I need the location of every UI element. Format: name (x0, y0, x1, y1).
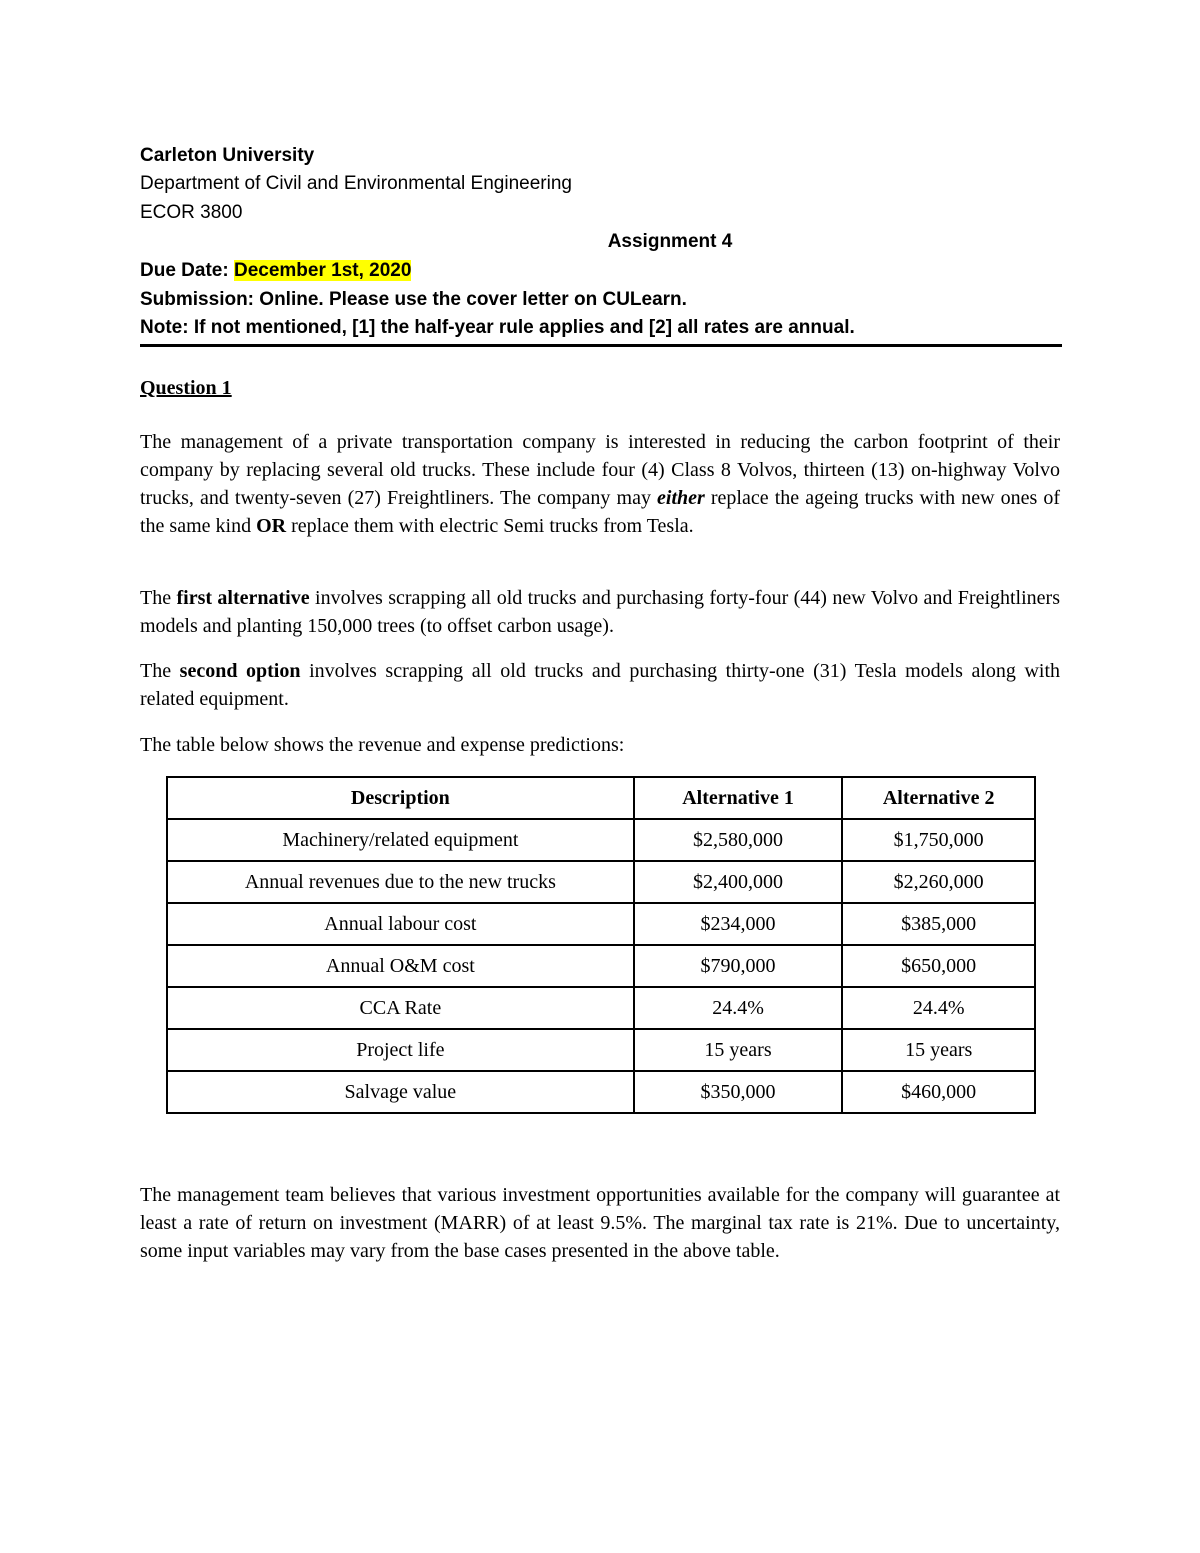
table-cell: $460,000 (842, 1071, 1035, 1113)
university-name: Carleton University (140, 145, 315, 166)
table-cell: Salvage value (167, 1071, 634, 1113)
table-row (167, 819, 1035, 861)
table-cell: 15 years (634, 1029, 843, 1071)
column-header: Alternative 1 (634, 777, 843, 819)
paragraph-intro: The management of a private transportation company is interested in reducing the carbon footprint of their company by replacing several old trucks. These include four (4) Class 8 Volvos, thirteen (13) on-highway Volvo trucks, and twenty-seven (27) Freightliners. The company may either replace the ageing trucks with new ones of the same kind OR replace them with electric Semi trucks from Tesla. (140, 431, 1060, 537)
paragraph-marr: The management team believes that various investment opportunities available for the company will guarantee at least a rate of return on investment (MARR) of at least 9.5%. The marginal tax rate is 21%. Due to uncertainty, some input variables may vary from the base cases presented in the above table. (140, 1184, 1060, 1262)
table-cell: 24.4% (842, 987, 1035, 1029)
submission-note: Submission: Online. Please use the cover letter on CULearn. (140, 289, 687, 310)
table-cell: 24.4% (634, 987, 843, 1029)
due-date-label: Due Date: (140, 260, 234, 281)
cost-table (166, 776, 1036, 1114)
table-row (167, 903, 1035, 945)
table-cell: Annual revenues due to the new trucks (167, 861, 634, 903)
table-cell: $2,580,000 (634, 819, 843, 861)
table-cell: Project life (167, 1029, 634, 1071)
table-cell: $2,400,000 (634, 861, 843, 903)
table-row (167, 1071, 1035, 1113)
table-cell: Annual labour cost (167, 903, 634, 945)
table-row (167, 945, 1035, 987)
table-cell: CCA Rate (167, 987, 634, 1029)
table-header-row (167, 777, 1035, 819)
column-header: Alternative 2 (842, 777, 1035, 819)
table-cell: $385,000 (842, 903, 1035, 945)
paragraph-alternative-2: The second option involves scrapping all old trucks and purchasing thirty-one (31) Tesla models along with related equipment. (140, 660, 1061, 710)
table-cell: $234,000 (634, 903, 843, 945)
table-row (167, 987, 1035, 1029)
rules-note: Note: If not mentioned, [1] the half-year rule applies and [2] all rates are annual. (140, 317, 855, 338)
table-cell: $350,000 (634, 1071, 843, 1113)
column-header: Description (167, 777, 634, 819)
department-name: Department of Civil and Environmental Engineering (140, 173, 572, 194)
due-date-line (140, 258, 411, 284)
table-cell: Machinery/related equipment (167, 819, 634, 861)
table-cell: 15 years (842, 1029, 1035, 1071)
table-row (167, 1029, 1035, 1071)
header-divider (140, 344, 1062, 347)
paragraph-table-intro: The table below shows the revenue and expense predictions: (140, 734, 625, 756)
assignment-title: Assignment 4 (607, 231, 733, 252)
due-date-value: December 1st, 2020 (233, 260, 412, 281)
course-code: ECOR 3800 (140, 202, 243, 223)
table-cell: $1,750,000 (842, 819, 1035, 861)
table-cell: $790,000 (634, 945, 843, 987)
table-cell: $2,260,000 (842, 861, 1035, 903)
table-cell: Annual O&M cost (167, 945, 634, 987)
table-row (167, 861, 1035, 903)
table-cell: $650,000 (842, 945, 1035, 987)
paragraph-alternative-1: The first alternative involves scrapping all old trucks and purchasing forty-four (44) new Volvo and Freightliners models and planting 150,000 trees (to offset carbon usage). (140, 587, 1060, 637)
question-title: Question 1 (140, 377, 232, 399)
